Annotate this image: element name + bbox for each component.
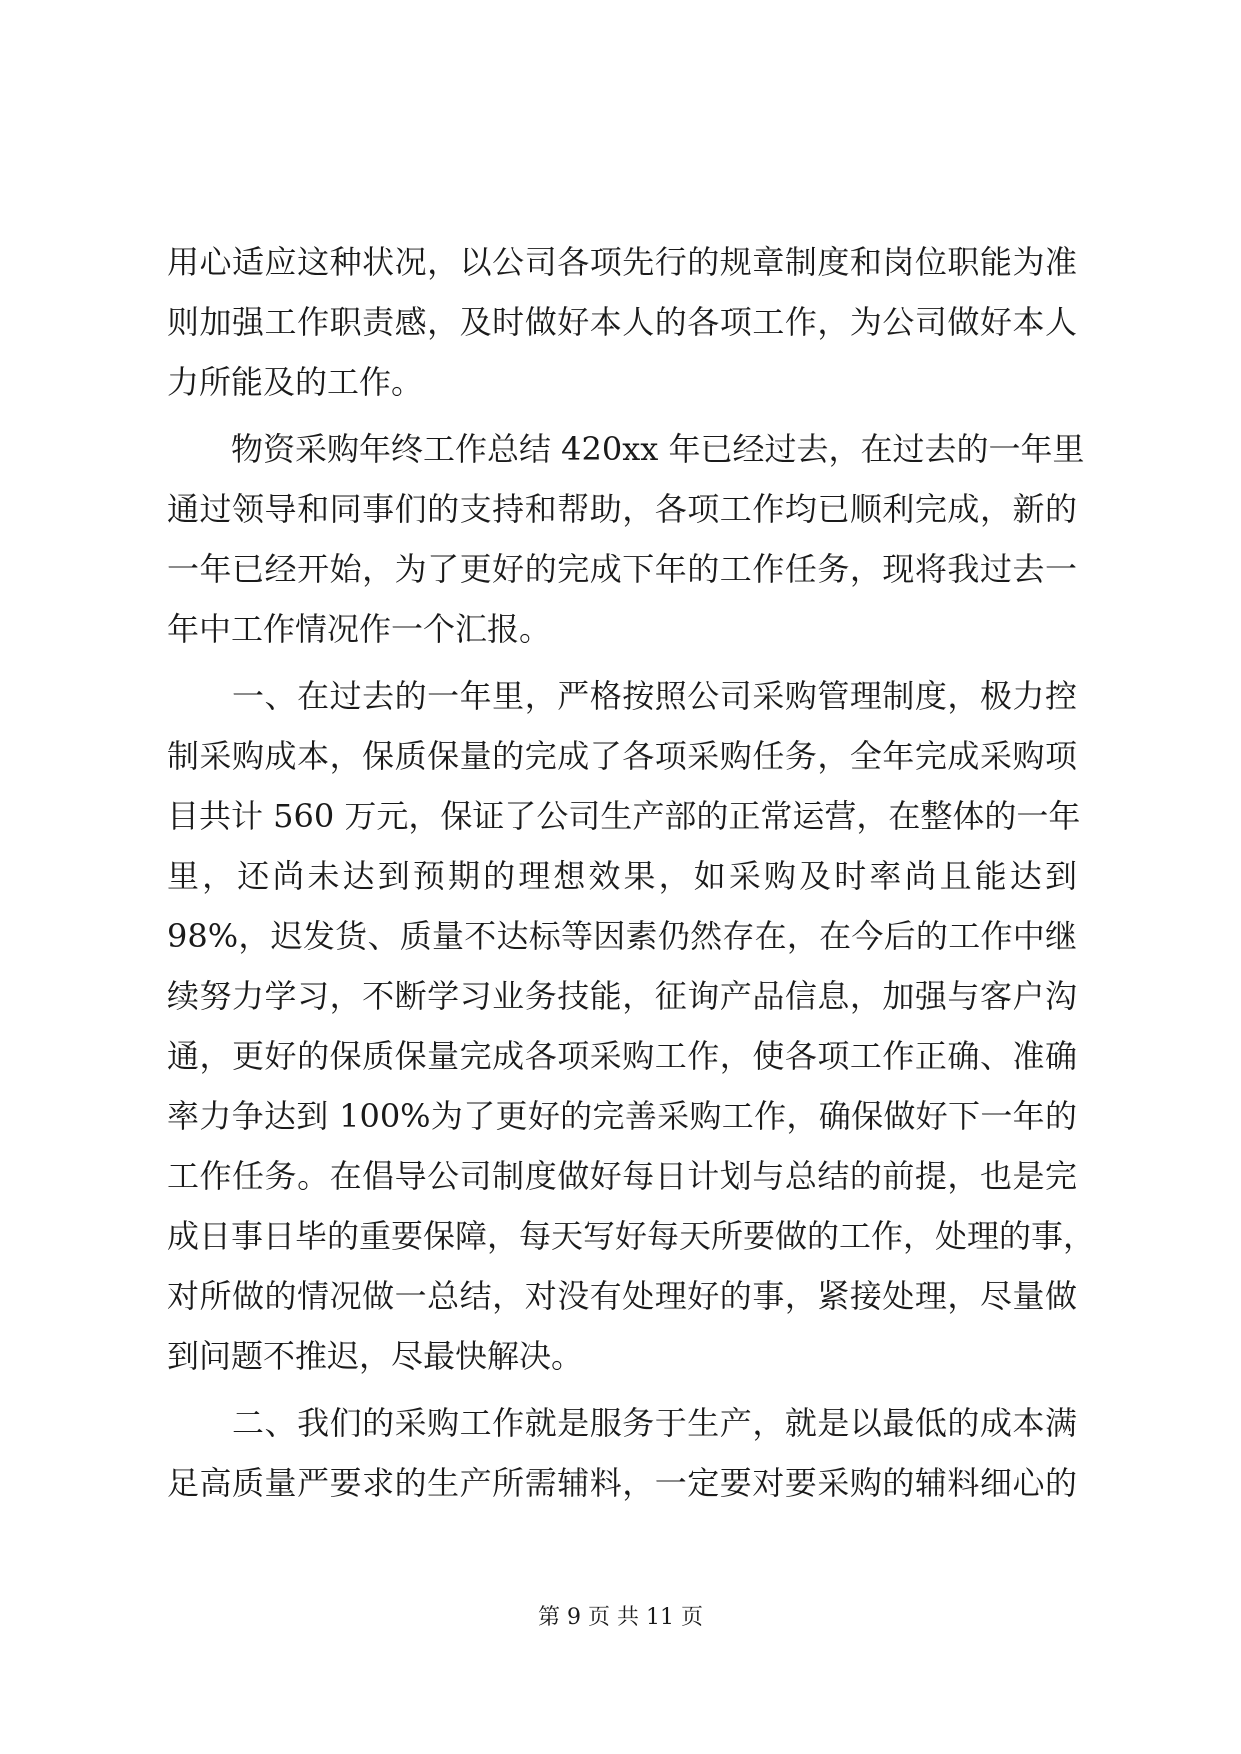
text-line: 成日事日毕的重要保障，每天写好每天所要做的工作，处理的事， [167, 1217, 1096, 1255]
text-line: 通，更好的保质保量完成各项采购工作，使各项工作正确、准确 [167, 1037, 1077, 1075]
paragraph-2 [167, 419, 1085, 659]
body-text [167, 232, 1096, 1513]
text-line: 二、我们的采购工作就是服务于生产，就是以最低的成本满 [167, 1404, 1077, 1442]
text-line: 目共计 560 万元，保证了公司生产部的正常运营，在整体的一年 [167, 797, 1081, 835]
text-line: 用心适应这种状况，以公司各项先行的规章制度和岗位职能为准 [167, 243, 1077, 281]
text-line: 通过领导和同事们的支持和帮助，各项工作均已顺利完成，新的 [167, 490, 1077, 528]
text-line: 里，还尚未达到预期的理想效果，如采购及时率尚且能达到 [167, 857, 1077, 895]
text-line: 工作任务。在倡导公司制度做好每日计划与总结的前提，也是完 [167, 1157, 1077, 1195]
text-line: 年中工作情况作一个汇报。 [167, 610, 552, 648]
text-line: 一年已经开始，为了更好的完成下年的工作任务，现将我过去一 [167, 550, 1077, 588]
text-line: 足高质量严要求的生产所需辅料，一定要对要采购的辅料细心的 [167, 1464, 1077, 1502]
text-line: 一、在过去的一年里，严格按照公司采购管理制度，极力控 [167, 677, 1077, 715]
text-line: 对所做的情况做一总结，对没有处理好的事，紧接处理，尽量做 [167, 1277, 1077, 1315]
text-line: 续努力学习，不断学习业务技能，征询产品信息，加强与客户沟 [167, 977, 1077, 1015]
text-line: 制采购成本，保质保量的完成了各项采购任务，全年完成采购项 [167, 737, 1077, 775]
paragraph-3 [167, 666, 1096, 1386]
text-line: 则加强工作职责感，及时做好本人的各项工作，为公司做好本人 [167, 303, 1077, 341]
page-number-footer: 第 9 页 共 11 页 [538, 1605, 703, 1630]
text-line: 力所能及的工作。 [167, 363, 424, 401]
text-line: 98%，迟发货、质量不达标等因素仍然存在，在今后的工作中继 [167, 917, 1077, 955]
paragraph-1 [167, 232, 1077, 412]
text-line: 率力争达到 100%为了更好的完善采购工作，确保做好下一年的 [167, 1097, 1077, 1135]
text-line: 到问题不推迟，尽最快解决。 [167, 1337, 584, 1375]
paragraph-4 [167, 1393, 1077, 1513]
text-line: 物资采购年终工作总结 420xx 年已经过去，在过去的一年里 [167, 430, 1085, 468]
